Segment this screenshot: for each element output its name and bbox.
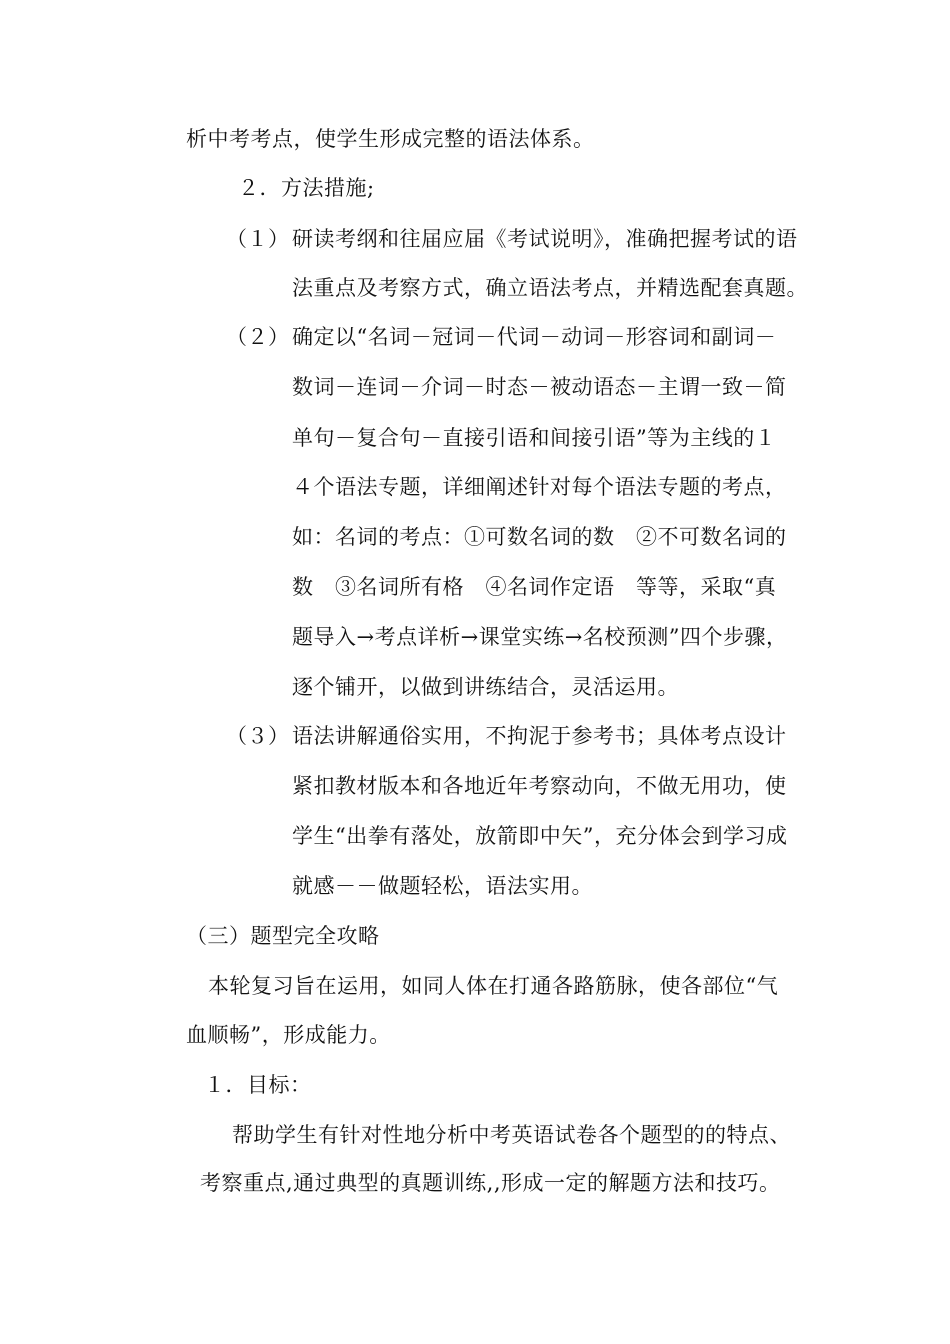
methods-heading: ２．方法措施; <box>238 176 375 200</box>
intro-continuation-line: 析中考考点，使学生形成完整的语法体系。 <box>186 127 595 151</box>
goal-para-line-1: 帮助学生有针对性地分析中考英语试卷各个题型的的特点、 <box>232 1123 791 1147</box>
measure-3-line-3: 学生“出拳有落处，放箭即中矢”，充分体会到学习成 <box>292 824 788 848</box>
section-three-para-line-2: 血顺畅”，形成能力。 <box>186 1023 391 1047</box>
goal-heading: １．目标： <box>204 1073 312 1097</box>
measure-1-line-1: 研读考纲和往届应届《考试说明》，准确把握考试的语 <box>292 227 798 251</box>
measure-2-marker: （２） <box>226 325 289 349</box>
measure-2-line-6: 数 ③名词所有格 ④名词作定语 等等，采取“真 <box>292 575 777 599</box>
measure-2-line-1: 确定以“名词－冠词－代词－动词－形容词和副词－ <box>292 325 777 349</box>
measure-3-line-4: 就感－－做题轻松，语法实用。 <box>292 874 593 898</box>
measure-2-line-3: 单句－复合句－直接引语和间接引语”等为主线的１ <box>292 426 777 450</box>
section-three-para-line-1: 本轮复习旨在运用，如同人体在打通各路筋脉，使各部位“气 <box>208 974 779 998</box>
measure-3-line-2: 紧扣教材版本和各地近年考察动向，不做无用功，使 <box>292 774 787 798</box>
measure-2-line-7: 题导入→考点详析→课堂实练→名校预测”四个步骤， <box>292 625 788 649</box>
measure-1-marker: （１） <box>226 227 289 251</box>
measure-2-line-4: ４个语法专题，详细阐述针对每个语法专题的考点， <box>292 475 787 499</box>
goal-para-line-2: 考察重点,通过典型的真题训练,,形成一定的解题方法和技巧。 <box>200 1171 781 1195</box>
section-three-heading: （三）题型完全攻略 <box>186 924 380 948</box>
measure-3-marker: （３） <box>226 724 289 748</box>
measure-1-line-2: 法重点及考察方式，确立语法考点，并精选配套真题。 <box>292 276 808 300</box>
measure-2-line-8: 逐个铺开，以做到讲练结合，灵活运用。 <box>292 675 679 699</box>
measure-3-line-1: 语法讲解通俗实用，不拘泥于参考书；具体考点设计 <box>292 724 787 748</box>
measure-2-line-5: 如：名词的考点：①可数名词的数 ②不可数名词的 <box>292 525 787 549</box>
measure-2-line-2: 数词－连词－介词－时态－被动语态－主谓一致－简 <box>292 375 787 399</box>
